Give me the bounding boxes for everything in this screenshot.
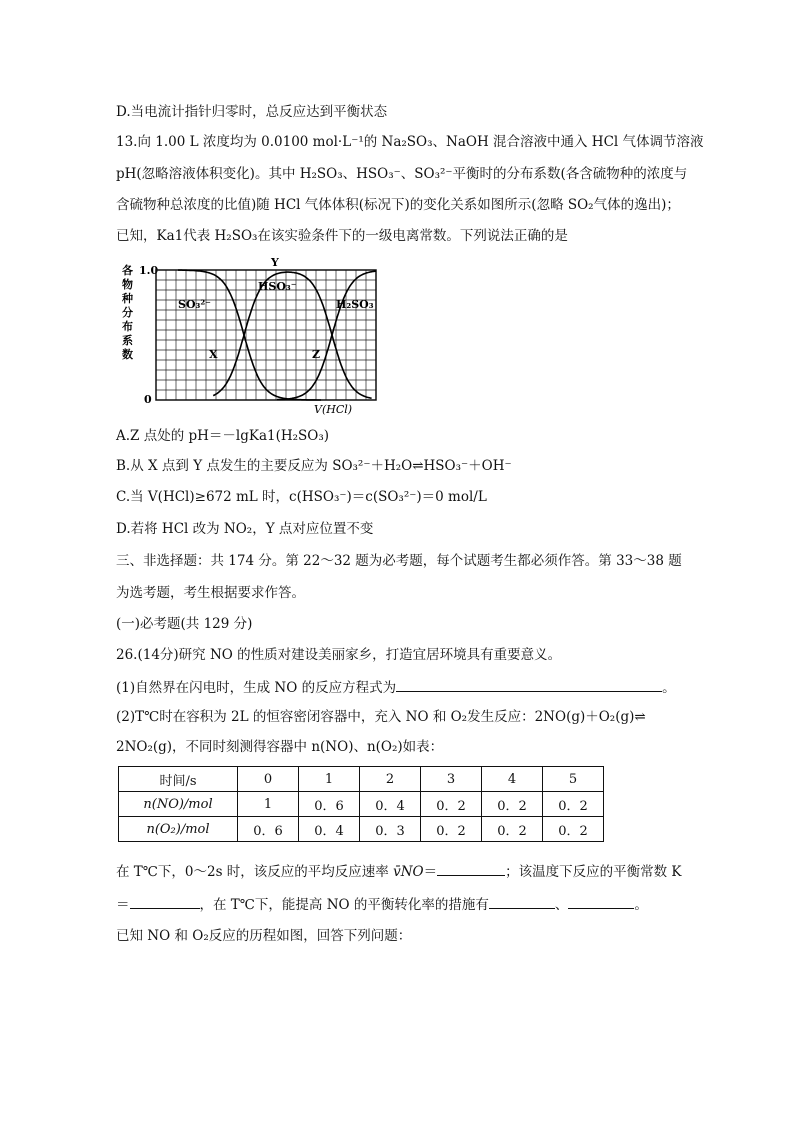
point-label-x: X [209,348,218,361]
rate-equals: ＝ [423,864,438,880]
ylabel-char: 系 [122,334,133,347]
q13-stem-line2: pH(忽略溶液体积变化)。其中 H₂SO₃、HSO₃⁻、SO₃²⁻平衡时的分布系数(各含硫物种的浓度与 [116,166,688,182]
table-header-cell: 4 [482,767,543,792]
table-cell: 0．3 [360,817,421,842]
ylabel-char: 数 [122,348,133,361]
answer-blank-rate[interactable] [437,861,505,876]
ylabel-char: 分 [122,306,133,319]
q26-known: 已知 NO 和 O₂反应的历程如图，回答下列问题： [116,928,412,944]
answer-blank-k[interactable] [130,894,200,909]
rate-text: 在 T℃下，0～2s 时，该反应的平均反应速率 [116,864,389,880]
q13-option-a: A.Z 点处的 pH＝－lgKa1(H₂SO₃) [116,428,330,444]
q26-after-line1 [116,861,682,882]
table-cell: 1 [238,792,299,817]
table-row-label: n(O₂)/mol [119,817,238,842]
q26-after-line2 [116,894,648,915]
table-cell: 0．4 [299,817,360,842]
answer-blank-equation[interactable] [396,677,662,692]
series-label-h2so3: H₂SO₃ [336,298,374,311]
so3-curve [178,270,321,400]
q13-option-d: D.若将 HCl 改为 NO₂，Y 点对应位置不变 [116,521,374,537]
ylabel-char: 布 [122,320,133,333]
table-cell: 0．2 [421,792,482,817]
point-label-z: Z [312,348,321,361]
q13-stem-line4: 已知，Ka1代表 H₂SO₃在该实验条件下的一级电离常数。下列说法正确的是 [116,228,568,244]
measures-sep: 、 [554,897,569,913]
table-row [119,817,604,842]
q13-option-b: B.从 X 点到 Y 点发生的主要反应为 SO₃²⁻＋H₂O⇌HSO₃⁻＋OH⁻ [116,458,512,474]
table-header-row [119,767,604,792]
table-cell: 0．6 [238,817,299,842]
data-table [118,766,604,842]
y-tick-top: 1.0 [139,264,159,277]
table-cell: 0．4 [360,792,421,817]
q12-option-d: D.当电流计指针归零时，总反应达到平衡状态 [116,104,388,120]
table-header-cell: 0 [238,767,299,792]
series-label-so3: SO₃²⁻ [178,298,211,311]
q26-part1 [116,677,676,698]
q26-part1-end: 。 [662,680,676,696]
q13-option-c: C.当 V(HCl)≥672 mL 时，c(HSO₃⁻)＝c(SO₃²⁻)＝0 mol/L [116,489,487,505]
q26-intro: 26.(14分)研究 NO 的性质对建设美丽家乡，打造宜居环境具有重要意义。 [116,647,562,663]
k-equals: ＝ [116,897,130,913]
answer-blank-measure-2[interactable] [568,894,634,909]
rate-symbol: v̄NO [393,864,424,880]
q26-part1-text: (1)自然界在闪电时，生成 NO 的反应方程式为 [116,680,397,696]
table-header-cell: 5 [543,767,604,792]
series-label-hso3: HSO₃⁻ [258,280,297,293]
chart-ylabel [121,263,134,361]
q26-part2-line2: 2NO₂(g)，不同时刻测得容器中 n(NO)、n(O₂)如表： [116,739,444,755]
point-label-y: Y [271,256,279,269]
k-text: ；该温度下反应的平衡常数 K [505,864,682,880]
table-cell: 0．2 [543,792,604,817]
table-row-label: n(NO)/mol [119,792,238,817]
ylabel-char: 各 [122,264,133,277]
section3-line2: 为选考题，考生根据要求作答。 [116,585,305,601]
measures-text: ，在 T℃下，能提高 NO 的平衡转化率的措施有 [199,897,489,913]
q13-stem-line3: 含硫物种总浓度的比值)随 HCl 气体体积(标况下)的变化关系如图所示(忽略 SO₂气体的逸出)； [116,197,680,213]
table-header-cell: 2 [360,767,421,792]
table-row [119,792,604,817]
required-title: (一)必考题(共 129 分) [116,616,253,632]
q13-stem-line1: 13.向 1.00 L 浓度均为 0.0100 mol·L⁻¹的 Na₂SO₃、NaOH 混合溶液中通入 HCl 气体调节溶液 [116,134,704,150]
table-cell: 0．6 [299,792,360,817]
section3-line1: 三、非选择题：共 174 分。第 22～32 题为必考题，每个试题考生都必须作答。第 33～38 题 [116,553,682,569]
ylabel-char: 物 [122,278,133,291]
table-header-cell: 1 [299,767,360,792]
y-tick-zero: 0 [144,393,152,406]
x-axis-label: V(HCl) [314,403,353,416]
table-cell: 0．2 [482,792,543,817]
table-header-label: 时间/s [119,767,238,792]
measures-end: 。 [634,897,648,913]
distribution-chart [116,250,396,420]
ylabel-char: 种 [122,292,133,305]
table-cell: 0．2 [482,817,543,842]
table-cell: 0．2 [543,817,604,842]
q26-part2-line1: (2)T℃时在容积为 2L 的恒容密闭容器中，充入 NO 和 O₂发生反应：2NO(g)＋O₂(g)⇌ [116,709,646,725]
table-cell: 0．2 [421,817,482,842]
answer-blank-measure-1[interactable] [489,894,555,909]
table-header-cell: 3 [421,767,482,792]
